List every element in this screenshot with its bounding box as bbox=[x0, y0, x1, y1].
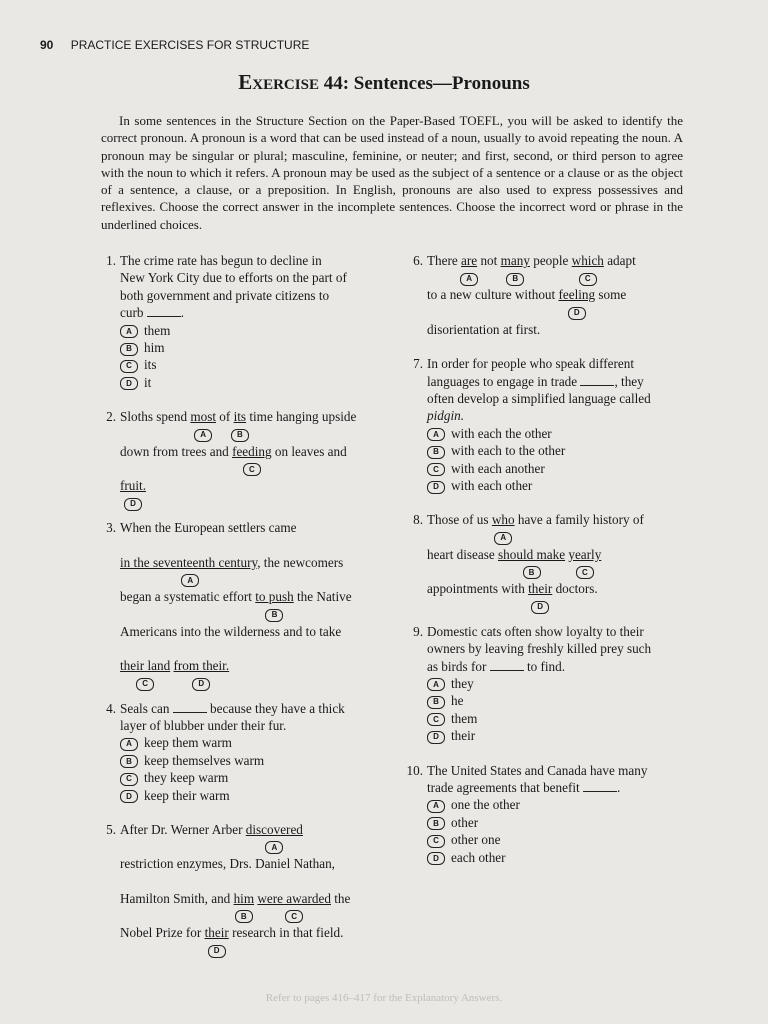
option-d-icon: D bbox=[427, 852, 445, 865]
question-text: began a systematic effort to push B the Native bbox=[120, 588, 376, 605]
option-c-icon: C bbox=[120, 360, 138, 373]
option-c-icon: C bbox=[427, 835, 445, 848]
question-text: When the European settlers came bbox=[120, 520, 297, 536]
question-text: curb . bbox=[120, 305, 185, 321]
question-text: layer of blubber under their fur. bbox=[120, 717, 287, 733]
question-text: as birds for to find. bbox=[427, 658, 566, 674]
underlined-choice-b[interactable]: him B bbox=[234, 890, 255, 907]
question-7 bbox=[403, 355, 693, 494]
question-text: disorientation at first. bbox=[427, 321, 541, 337]
question-text: In order for people who speak different bbox=[427, 356, 635, 372]
choice-a-icon: A bbox=[460, 273, 478, 286]
right-column bbox=[403, 252, 693, 866]
question-text: down from trees and feeding C on leaves and bbox=[120, 443, 376, 460]
underlined-choice-a[interactable]: who A bbox=[492, 511, 515, 528]
question-number: 1. bbox=[106, 253, 116, 268]
answer-blank bbox=[583, 780, 617, 792]
option-a-icon: A bbox=[427, 428, 445, 441]
option-a-icon: A bbox=[427, 678, 445, 691]
left-column bbox=[96, 252, 376, 956]
option-d-icon: D bbox=[427, 481, 445, 494]
option-a-icon: A bbox=[427, 800, 445, 813]
choice-a-icon: A bbox=[181, 574, 199, 587]
underlined-choice-a[interactable]: in the seventeenth century, A bbox=[120, 554, 261, 571]
question-1 bbox=[96, 252, 376, 391]
question-5 bbox=[96, 821, 376, 956]
answer-option-d[interactable]: D their bbox=[427, 727, 693, 744]
underlined-choice-b[interactable]: to push B bbox=[255, 588, 293, 605]
question-number: 2. bbox=[106, 409, 116, 425]
question-text: to a new culture without feeling D some bbox=[427, 286, 693, 303]
answer-option-a[interactable]: A they bbox=[427, 675, 693, 692]
underlined-choice-a[interactable]: most A bbox=[190, 408, 216, 425]
option-c-icon: C bbox=[427, 713, 445, 726]
underlined-choice-a[interactable]: are A bbox=[461, 252, 477, 269]
question-text: both government and private citizens to bbox=[120, 287, 330, 303]
question-text: Hamilton Smith, and him B were awarded C the bbox=[120, 890, 376, 907]
question-10 bbox=[403, 762, 693, 866]
option-c-icon: C bbox=[427, 463, 445, 476]
option-b-icon: B bbox=[120, 755, 138, 768]
question-4 bbox=[96, 700, 376, 804]
choice-b-icon: B bbox=[523, 566, 541, 579]
question-text: Seals can because they have a thick bbox=[120, 700, 345, 716]
choice-c-icon: C bbox=[136, 678, 154, 691]
page-number: 90 bbox=[40, 38, 54, 52]
answer-option-d[interactable]: D it bbox=[120, 374, 376, 391]
answer-option-b[interactable]: B other bbox=[427, 814, 693, 831]
choice-a-icon: A bbox=[265, 841, 283, 854]
choice-d-icon: D bbox=[531, 601, 549, 614]
option-a-icon: A bbox=[120, 325, 138, 338]
answer-blank bbox=[490, 659, 524, 671]
answer-option-b[interactable]: B him bbox=[120, 339, 376, 356]
underlined-choice-d[interactable]: feeling D bbox=[558, 286, 595, 303]
intro-text: In some sentences in the Structure Section on the Paper-Based TOEFL, you will be asked to identify the correct pronoun. A pronoun is a word that can be used instead of a noun, usually to avoid repeating the noun. A pronoun may be singular or plural; masculine, feminine, or neuter; and first, second, or third person to agree with the noun to which it refers. A pronoun may be used as the subject of a sentence or a clause or as the object of a sentence, a clause, or a preposition. In English, pronouns are also used to express possessives and reflexives. Choose the correct answer in the incomplete sentences. Choose the incorrect word or phrase in the underlined choices. bbox=[101, 113, 683, 232]
answer-option-c[interactable]: C its bbox=[120, 356, 376, 373]
choice-c-icon: C bbox=[243, 463, 261, 476]
question-number: 8. bbox=[413, 512, 423, 528]
option-b-icon: B bbox=[427, 696, 445, 709]
question-number: 10. bbox=[406, 762, 423, 778]
question-text: owners by leaving freshly killed prey such bbox=[427, 641, 652, 657]
question-number: 7. bbox=[413, 356, 423, 372]
answer-blank bbox=[147, 305, 181, 317]
option-b-icon: B bbox=[427, 446, 445, 459]
underlined-choice-b[interactable]: its B bbox=[234, 408, 246, 425]
question-text-italic: pidgin. bbox=[427, 408, 464, 424]
question-3 bbox=[96, 519, 376, 689]
question-text: languages to engage in trade , they bbox=[427, 373, 644, 389]
choice-b-icon: B bbox=[265, 609, 283, 622]
answer-option-b[interactable]: B he bbox=[427, 692, 693, 709]
question-text: in the seventeenth century, A the newcomers bbox=[120, 554, 376, 571]
answer-option-c[interactable]: C other one bbox=[427, 831, 693, 848]
question-text: Nobel Prize for their D research in that field. bbox=[120, 924, 376, 941]
answer-option-d[interactable]: D each other bbox=[427, 849, 693, 866]
choice-b-icon: B bbox=[506, 273, 524, 286]
answer-option-d[interactable]: D keep their warm bbox=[120, 787, 376, 804]
question-number: 3. bbox=[106, 520, 116, 536]
choice-c-icon: C bbox=[576, 566, 594, 579]
question-text bbox=[120, 657, 376, 689]
choice-b-icon: B bbox=[231, 429, 249, 442]
question-text: restriction enzymes, Drs. Daniel Nathan, bbox=[120, 856, 335, 872]
underlined-choice-d[interactable]: fruit. D bbox=[120, 477, 146, 494]
exercise-title-rest: 44: Sentences—Pronouns bbox=[323, 73, 530, 94]
underlined-choice-c[interactable]: yearly C bbox=[568, 546, 601, 563]
choice-d-icon: D bbox=[192, 678, 210, 691]
option-c-icon: C bbox=[120, 773, 138, 786]
choice-c-icon: C bbox=[579, 273, 597, 286]
underlined-choice-b[interactable]: should make B bbox=[498, 546, 565, 563]
exercise-title bbox=[0, 70, 768, 95]
question-number: 6. bbox=[413, 253, 423, 268]
answer-option-a[interactable]: A keep them warm bbox=[120, 734, 376, 751]
answer-blank bbox=[580, 374, 614, 386]
underlined-choice-d[interactable]: their D bbox=[528, 580, 552, 597]
question-8 bbox=[403, 511, 693, 612]
underlined-choice-c[interactable]: their land C bbox=[120, 657, 170, 674]
underlined-choice-d[interactable]: from their. D bbox=[173, 657, 229, 674]
answer-option-d[interactable]: D with each other bbox=[427, 477, 693, 494]
underlined-choice-a[interactable]: discovered A bbox=[246, 821, 303, 838]
exercise-title-lead: Exercise bbox=[238, 70, 319, 94]
option-d-icon: D bbox=[120, 790, 138, 803]
answer-option-c[interactable]: C them bbox=[427, 710, 693, 727]
question-text: Those of us who A have a family history of bbox=[427, 511, 693, 528]
choice-a-icon: A bbox=[194, 429, 212, 442]
question-9 bbox=[403, 623, 693, 745]
option-b-icon: B bbox=[427, 817, 445, 830]
answer-option-b[interactable]: B keep themselves warm bbox=[120, 752, 376, 769]
choice-d-icon: D bbox=[124, 498, 142, 511]
question-number: 5. bbox=[106, 821, 116, 837]
choice-a-icon: A bbox=[494, 532, 512, 545]
choice-d-icon: D bbox=[208, 945, 226, 958]
intro-paragraph bbox=[101, 112, 683, 233]
answer-option-c[interactable]: C they keep warm bbox=[120, 769, 376, 786]
option-d-icon: D bbox=[120, 377, 138, 390]
underlined-choice-c[interactable]: feeding C bbox=[232, 443, 272, 460]
question-6 bbox=[403, 252, 693, 338]
answer-option-c[interactable]: C with each another bbox=[427, 460, 693, 477]
underlined-choice-c[interactable]: which C bbox=[572, 252, 604, 269]
answer-blank bbox=[173, 701, 207, 713]
underlined-choice-c[interactable]: were awarded C bbox=[257, 890, 331, 907]
page-header bbox=[40, 38, 309, 52]
running-title: PRACTICE EXERCISES FOR STRUCTURE bbox=[70, 38, 310, 52]
option-d-icon: D bbox=[427, 731, 445, 744]
question-text: often develop a simplified language called bbox=[427, 391, 651, 407]
question-text: Americans into the wilderness and to take bbox=[120, 623, 342, 639]
question-text bbox=[120, 477, 376, 509]
option-a-icon: A bbox=[120, 738, 138, 751]
question-text: After Dr. Werner Arber discovered A bbox=[120, 821, 376, 838]
question-text: trade agreements that benefit . bbox=[427, 779, 621, 795]
question-text: Sloths spend most A of its B time hanging upside bbox=[120, 408, 376, 425]
question-text: The crime rate has begun to decline in bbox=[120, 253, 322, 268]
choice-c-icon: C bbox=[285, 910, 303, 923]
question-number: 9. bbox=[413, 623, 423, 639]
option-b-icon: B bbox=[120, 343, 138, 356]
choice-d-icon: D bbox=[568, 307, 586, 320]
answer-option-a[interactable]: A one the other bbox=[427, 796, 693, 813]
question-text: The United States and Canada have many bbox=[427, 762, 648, 778]
answer-option-a[interactable]: A with each the other bbox=[427, 425, 693, 442]
question-text: New York City due to efforts on the part of bbox=[120, 270, 347, 286]
question-2 bbox=[96, 408, 376, 509]
answer-option-b[interactable]: B with each to the other bbox=[427, 442, 693, 459]
underlined-choice-b[interactable]: many B bbox=[501, 252, 530, 269]
question-text: Domestic cats often show loyalty to their bbox=[427, 623, 644, 639]
question-text: heart disease should make B yearly C bbox=[427, 546, 693, 563]
underlined-choice-d[interactable]: their D bbox=[205, 924, 229, 941]
answer-option-a[interactable]: A them bbox=[120, 322, 376, 339]
question-number: 4. bbox=[106, 700, 116, 716]
choice-b-icon: B bbox=[235, 910, 253, 923]
question-text: appointments with their D doctors. bbox=[427, 580, 693, 597]
question-text: There are A not many B people which C adapt bbox=[427, 252, 693, 269]
page-footer: Refer to pages 416–417 for the Explanatory Answers. bbox=[265, 992, 503, 1004]
